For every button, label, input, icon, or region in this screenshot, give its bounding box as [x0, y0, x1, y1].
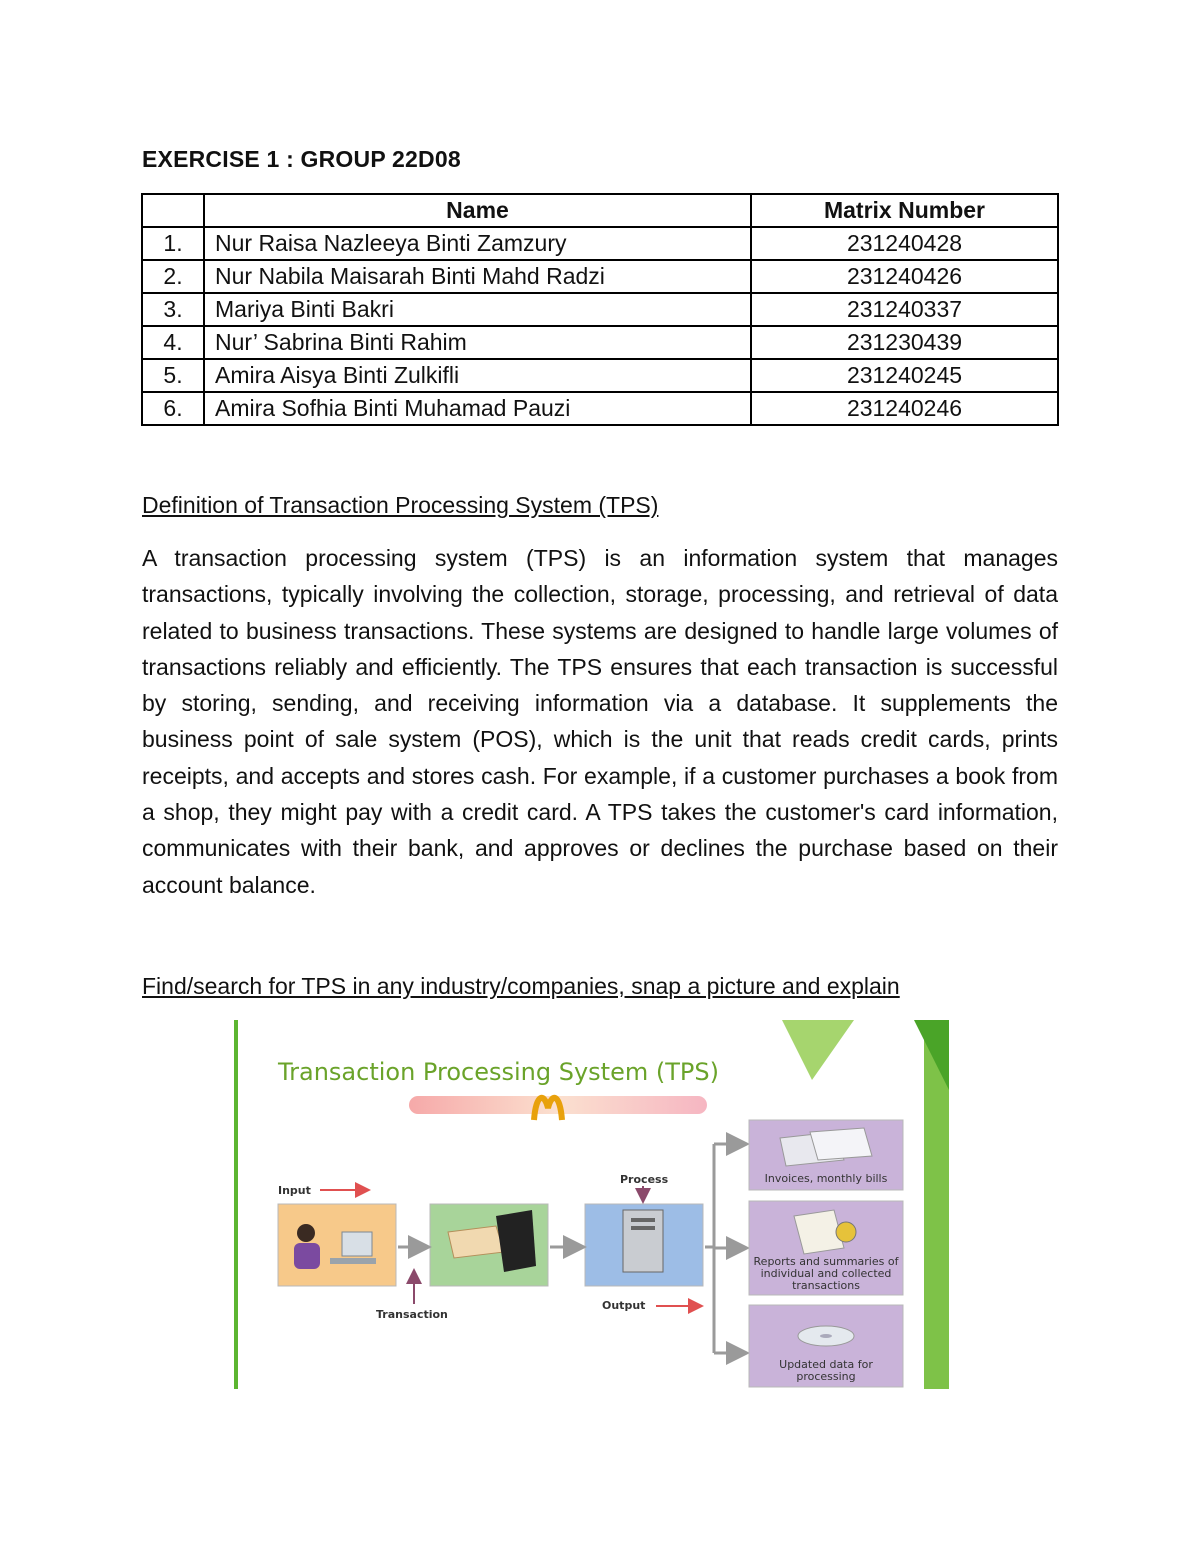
- row-number: 1.: [142, 227, 204, 260]
- row-number: 3.: [142, 293, 204, 326]
- process-label: Process: [620, 1173, 669, 1186]
- invoices-caption: Invoices, monthly bills: [764, 1172, 888, 1185]
- updated-data-caption: Updated data for processing: [779, 1358, 873, 1383]
- row-matrix: 231240428: [751, 227, 1058, 260]
- row-matrix: 231240337: [751, 293, 1058, 326]
- definition-paragraph: A transaction processing system (TPS) is an information system that manages transactions, typically involving the collection, storage, processing, and retrieval of data related to business transactions. These systems are designed to handle large volumes of transactions reliably and efficiently. The TPS ensures that each transaction is successful by storing, sending, and receiving information via a database. It supplements the business point of sale system (POS), which is the unit that reads credit cards, prints receipts, and accepts and stores cash. For example, if a customer purchases a book from a shop, they might pay with a credit card. A TPS takes the customer's card information, communicates with their bank, and approves or declines the purchase based on their account balance.: [142, 545, 1058, 898]
- table-row: [142, 227, 1058, 260]
- row-number: 5.: [142, 359, 204, 392]
- table-row: [142, 326, 1058, 359]
- row-name: Nur Raisa Nazleeya Binti Zamzury: [204, 227, 751, 260]
- exercise-title: EXERCISE 1 : GROUP 22D08: [142, 146, 461, 172]
- row-matrix: 231230439: [751, 326, 1058, 359]
- row-name: Nur Nabila Maisarah Binti Mahd Radzi: [204, 260, 751, 293]
- row-number: 4.: [142, 326, 204, 359]
- row-number: 2.: [142, 260, 204, 293]
- tps-figure: [234, 1020, 949, 1389]
- left-green-strip: [234, 1020, 238, 1389]
- reports-caption: Reports and summaries of individual and collected transactions: [753, 1255, 899, 1292]
- row-name: Amira Sofhia Binti Muhamad Pauzi: [204, 392, 751, 425]
- row-matrix: 231240426: [751, 260, 1058, 293]
- table-row: [142, 359, 1058, 392]
- table-row: [142, 260, 1058, 293]
- row-name: Mariya Binti Bakri: [204, 293, 751, 326]
- row-name: Amira Aisya Binti Zulkifli: [204, 359, 751, 392]
- table-row: [142, 392, 1058, 425]
- header-matrix-number: Matrix Number: [751, 194, 1058, 227]
- definition-heading: Definition of Transaction Processing System (TPS): [142, 492, 659, 518]
- group-members-table: [141, 193, 1059, 426]
- row-matrix: 231240246: [751, 392, 1058, 425]
- task-heading: Find/search for TPS in any industry/companies, snap a picture and explain: [142, 973, 900, 999]
- transaction-label: Transaction: [376, 1308, 448, 1321]
- table-row: [142, 293, 1058, 326]
- header-name: Name: [204, 194, 751, 227]
- figure-title: Transaction Processing System (TPS): [278, 1058, 719, 1086]
- table-header-row: [142, 194, 1058, 227]
- output-label: Output: [602, 1299, 646, 1312]
- person-icon: [297, 1224, 315, 1242]
- green-triangle-decoration: [782, 1020, 854, 1080]
- row-number: 6.: [142, 392, 204, 425]
- row-matrix: 231240245: [751, 359, 1058, 392]
- input-label: Input: [278, 1184, 311, 1197]
- header-number: [142, 194, 204, 227]
- row-name: Nur’ Sabrina Binti Rahim: [204, 326, 751, 359]
- envelope-icon: [448, 1226, 504, 1258]
- computer-icon: [342, 1232, 372, 1256]
